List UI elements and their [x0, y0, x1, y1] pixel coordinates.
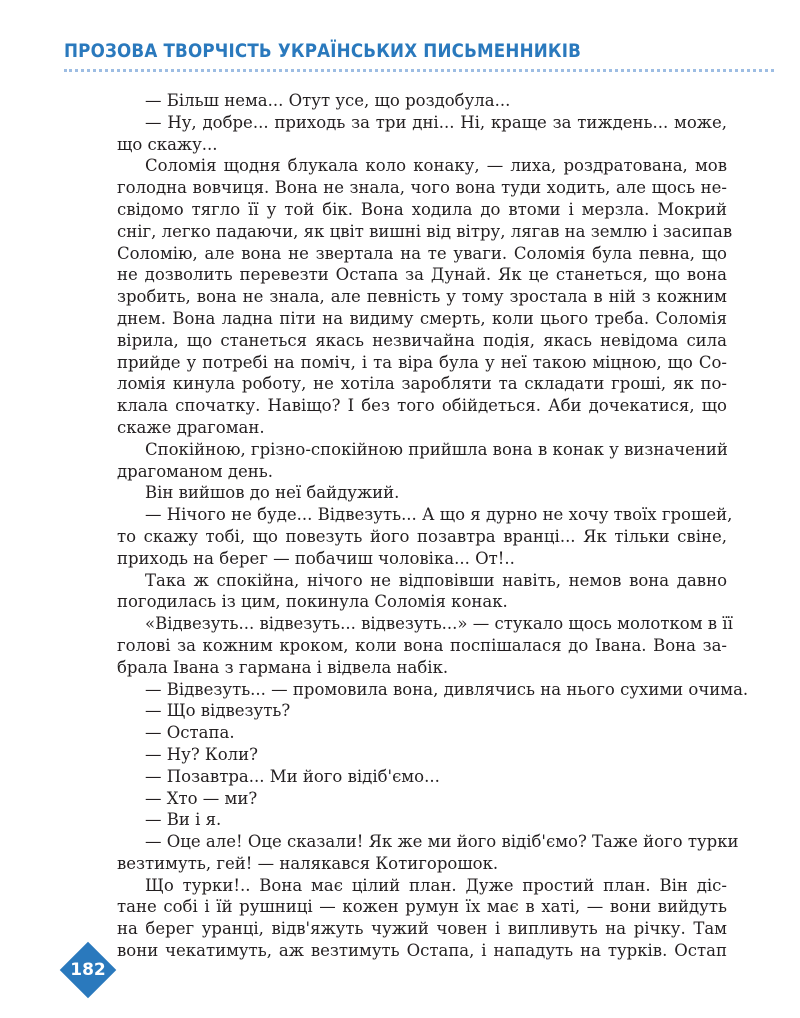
text-line: — Ну, добре... приходь за три дні... Ні, краще за тиждень... може,	[145, 112, 727, 132]
text-line: — Ну? Коли?	[145, 744, 258, 764]
text-line: — Хто — ми?	[145, 788, 258, 808]
text-line: зробить, вона не знала, але певність у тому зростала в ній з кожним	[117, 287, 727, 307]
text-line: тане собі і їй рушниці — кожен румун їх має в хаті, — вони вийдуть	[117, 897, 727, 917]
text-line: прийде у потребі на поміч, і та віра була у неї такою міцною, що Со-	[117, 352, 727, 372]
text-line: Що турки!.. Вона має цілий план. Дуже простий план. Він діс-	[145, 875, 727, 895]
text-line: — Ви і я.	[145, 810, 222, 830]
text-line: — Остапа.	[145, 723, 235, 743]
text-line: ломія кинула роботу, не хотіла заробляти та складати гроші, як по-	[117, 374, 727, 394]
text-line: «Відвезуть... відвезуть... відвезуть...» — стукало щось молотком в її	[145, 614, 733, 634]
text-line: Він вийшов до неї байдужий.	[145, 483, 400, 503]
text-line: — Відвезуть... — промовила вона, дивлячись на нього сухими очима.	[145, 679, 749, 699]
text-line: Соломію, але вона не звертала на те уваги. Соломія була певна, що	[117, 243, 727, 263]
page-number: 182	[70, 960, 106, 980]
text-line: погодилась із цим, покинула Соломія конак.	[117, 592, 508, 612]
text-line: голові за кожним кроком, коли вона поспішалася до Івана. Вона за-	[117, 635, 727, 655]
text-line: — Більш нема... Отут усе, що роздобула...	[145, 91, 511, 110]
text-line: на берег уранці, відв'яжуть чужий човен і випливуть на річку. Там	[117, 919, 727, 939]
text-line: везтимуть, гей! — налякався Котигорошок.	[117, 853, 499, 873]
text-line: приходь на берег — побачиш чоловіка... От!..	[117, 548, 515, 568]
text-line: клала спочатку. Навіщо? І без того обійдеться. Аби дочекатися, що	[117, 396, 727, 416]
text-line: — Нічого не буде... Відвезуть... А що я дурно не хочу твоїх грошей,	[145, 505, 733, 525]
text-line: що скажу...	[117, 134, 218, 154]
text-line: Спокійною, грізно-спокійною прийшла вона в конак у визначений	[145, 439, 728, 459]
text-line: Така ж спокійна, нічого не відповівши навіть, немов вона давно	[145, 570, 727, 590]
text-line: голодна вовчиця. Вона не знала, чого вона туди ходить, але щось не-	[117, 178, 727, 198]
running-header: ПРОЗОВА ТВОРЧІСТЬ УКРАЇНСЬКИХ ПИСЬМЕННИКІВ	[64, 40, 582, 62]
text-line: — Оце але! Оце сказали! Як же ми його відіб'ємо? Таже його турки	[145, 832, 739, 852]
text-line: то скажу тобі, що повезуть його позавтра вранці... Як тільки свіне,	[117, 526, 727, 546]
text-line: драгоманом день.	[117, 461, 273, 481]
text-line: вони чекатимуть, аж везтимуть Остапа, і нападуть на турків. Остап	[117, 941, 727, 961]
text-line: — Позавтра... Ми його відіб'ємо...	[145, 766, 440, 786]
text-line: Соломія щодня блукала коло конаку, — лиха, роздратована, мов	[145, 156, 727, 176]
text-line: — Що відвезуть?	[145, 701, 291, 721]
text-line: днем. Вона ладна піти на видиму смерть, коли цього треба. Соломія	[117, 308, 727, 328]
text-line: скаже драгоман.	[117, 417, 265, 437]
text-line: брала Івана з гармана і відвела набік.	[117, 657, 449, 677]
text-line: вірила, що станеться якась незвичайна подія, якась невідома сила	[117, 330, 727, 350]
text-line: не дозволить перевезти Остапа за Дунай. Як це станеться, що вона	[117, 265, 727, 285]
text-line: сніг, легко падаючи, як цвіт вишні від вітру, лягав на землю і засипав	[117, 221, 733, 241]
header-dotted-rule	[64, 69, 774, 72]
text-line: свідомо тягло її у той бік. Вона ходила до втоми і мерзла. Мокрий	[117, 199, 727, 219]
body-text	[117, 90, 749, 962]
